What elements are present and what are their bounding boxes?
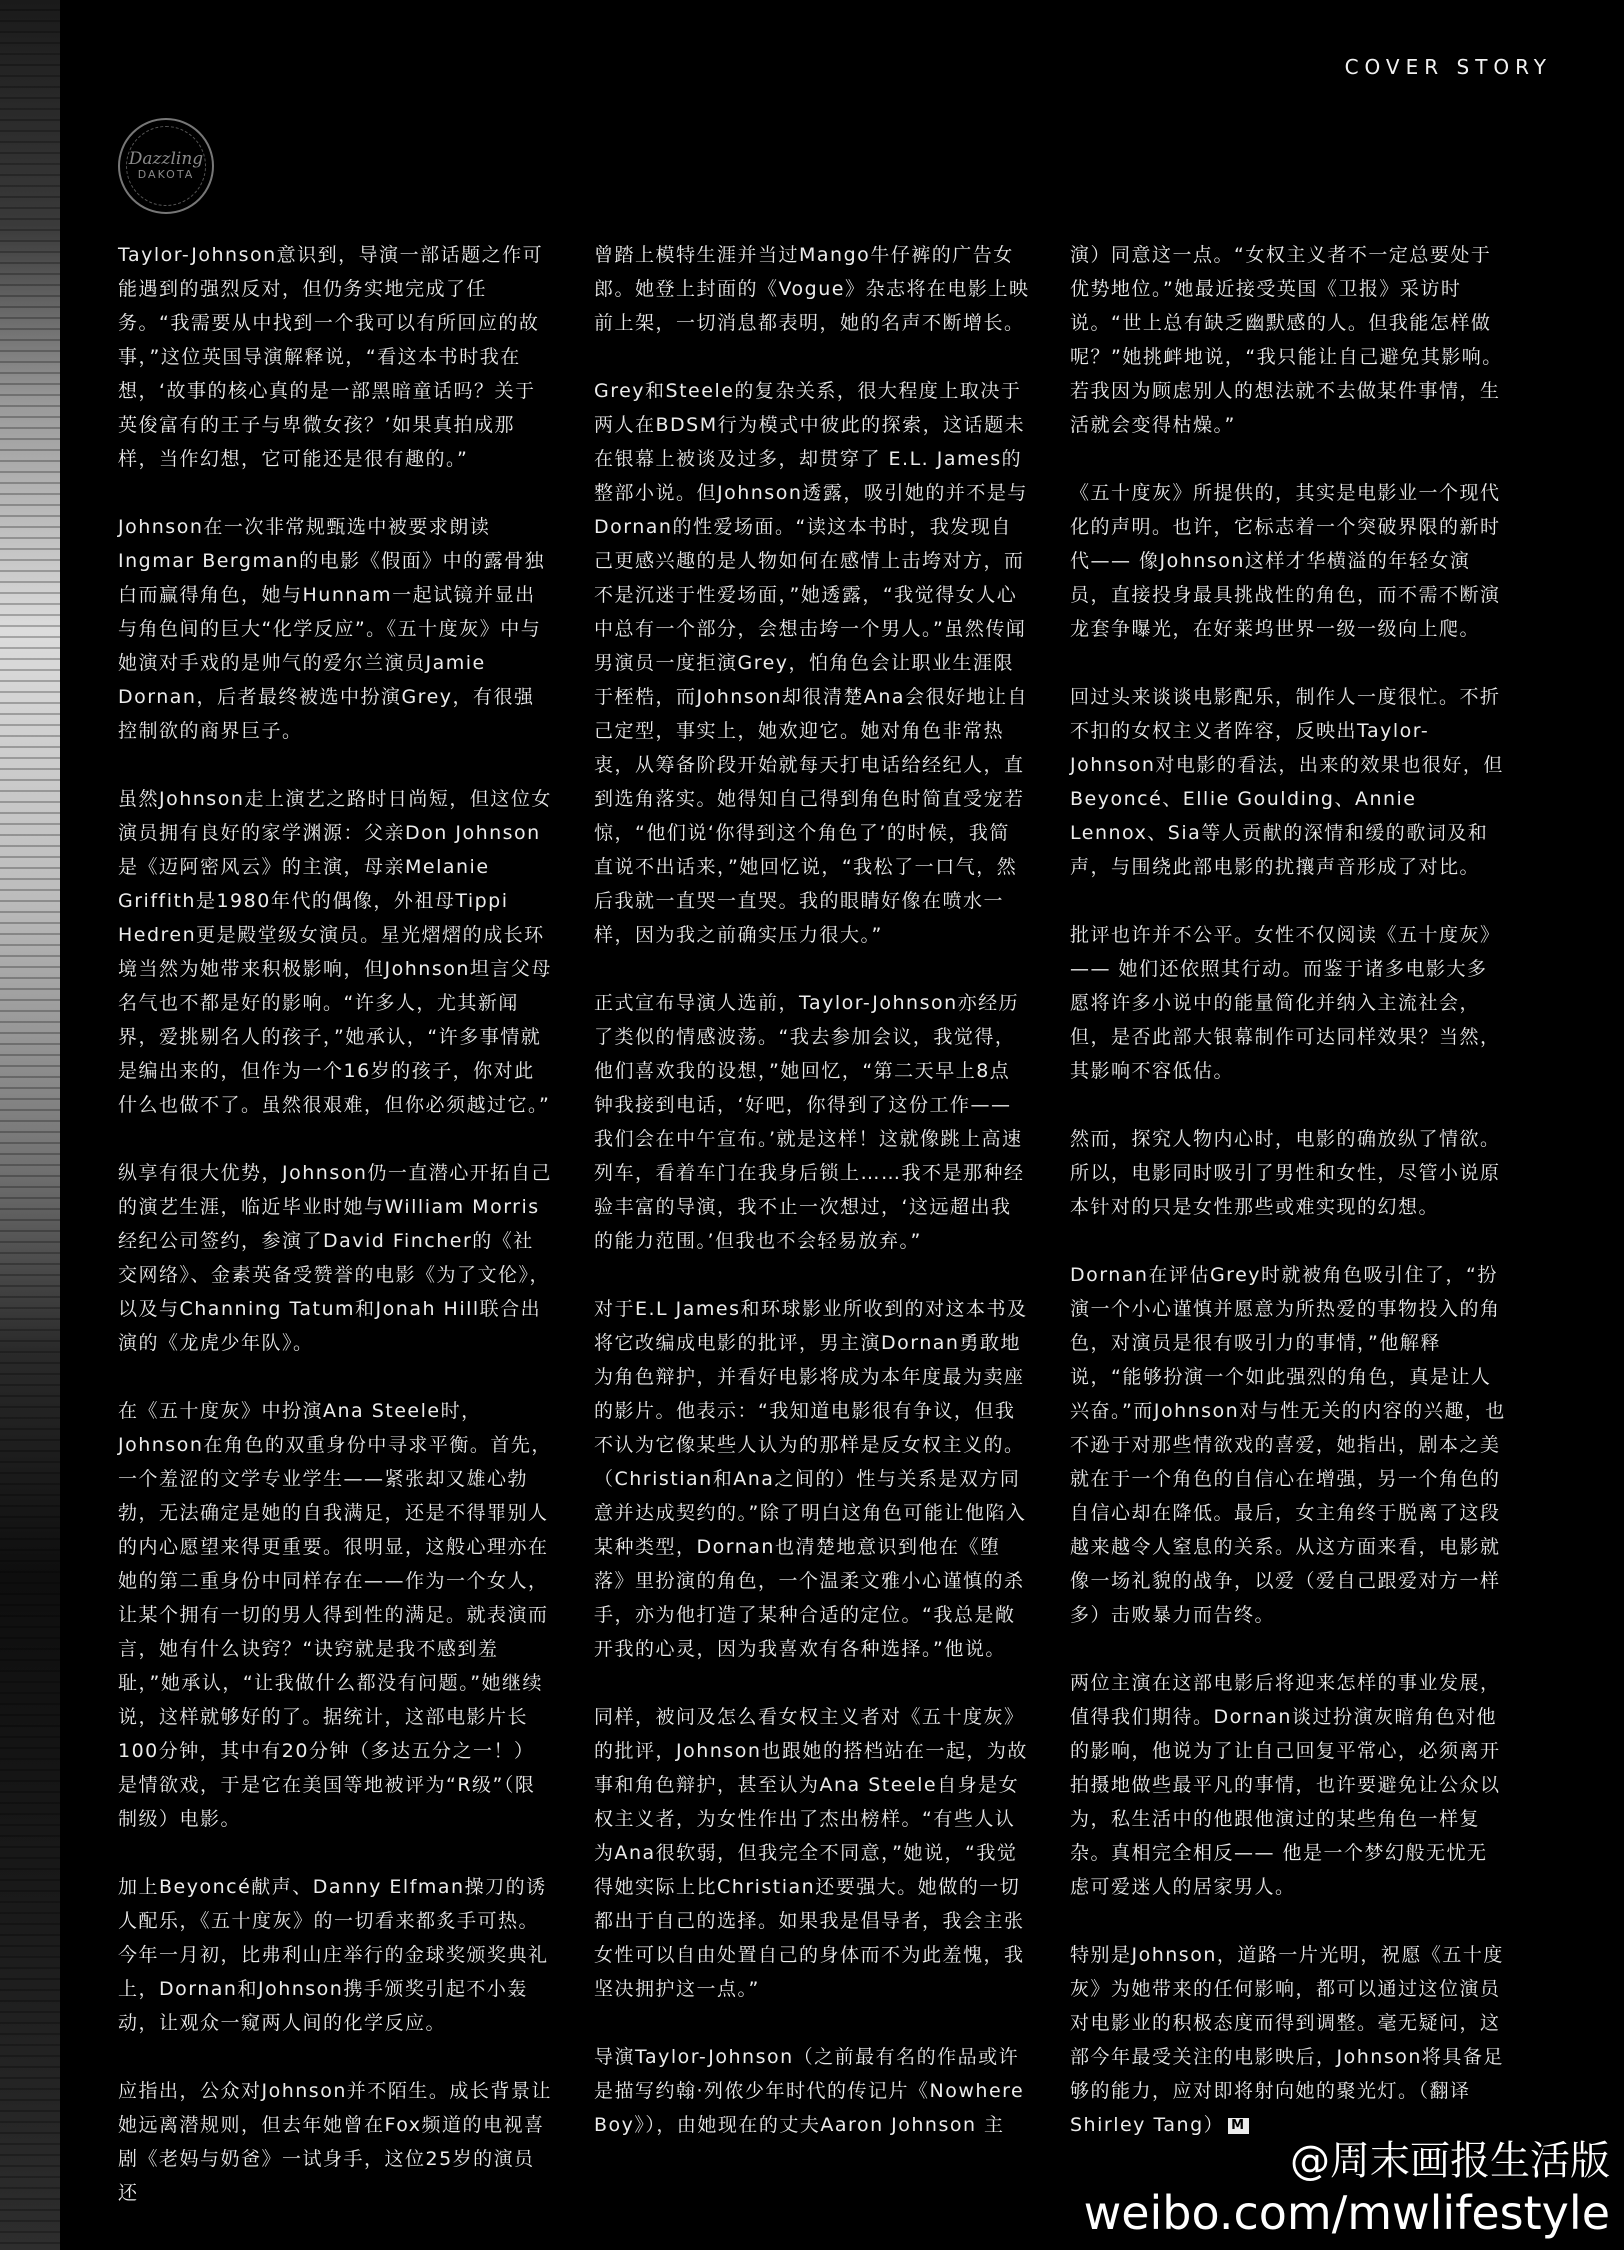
final-paragraph-text: 特别是Johnson，道路一片光明，祝愿《五十度灰》为她带来的任何影响，都可以通过这位演员对电影业的积极态度而得到调整。毫无疑问，这部今年最受关注的电影映后，Johnson将具备足够的能力，应对即将射向她的聚光灯。（翻译 Shirley Tang） xyxy=(1070,1944,1504,2136)
end-mark-icon: M xyxy=(1228,2118,1248,2134)
paragraph: 对于E.L James和环球影业所收到的对这本书及将它改编成电影的批评，男主演Dornan勇敢地为角色辩护，并看好电影将成为本年度最为卖座的影片。他表示：“我知道电影很有争议，但我不认为它像某些人认为的那样是反女权主义的。（Christian和Ana之间的）性与关系是双方同意并达成契约的。”除了明白这角色可能让他陷入某种类型，Dornan也清楚地意识到他在《堕落》里扮演的角色，一个温柔文雅小心谨慎的杀手，亦为他打造了某种合适的定位。“我总是敞开我的心灵，因为我喜欢有各种选择。”他说。 xyxy=(594,1298,1028,1660)
watermark-url: weibo.com/mwlifestyle xyxy=(1083,2186,1610,2240)
paragraph: Grey和Steele的复杂关系，很大程度上取决于两人在BDSM行为模式中彼此的探索，这话题未在银幕上被谈及过多，却贯穿了 E.L. James的整部小说。但Johnson透露，吸引她的并不是与Dornan的性爱场面。“读这本书时，我发现自己更感兴趣的是人物如何在感情上击垮对方，而不是沉迷于性爱场面，”她透露，“我觉得女人心中总有一个部分，会想击垮一个男人。”虽然传闻男演员一度拒演Grey，怕角色会让职业生涯限于桎梏，而Johnson却很清楚Ana会很好地让自己定型，事实上，她欢迎它。她对角色非常热衷，从筹备阶段开始就每天打电话给经纪人，直到选角落实。她得知自己得到角色时简直受宠若惊，“他们说‘你得到这个角色了’的时候，我简直说不出话来，”她回忆说，“我松了一口气，然后我就一直哭一直哭。我的眼睛好像在喷水一样，因为我之前确实压力很大。” xyxy=(594,380,1029,946)
paragraph: 《五十度灰》所提供的，其实是电影业一个现代化的声明。也许，它标志着一个突破界限的新时代—— 像Johnson这样才华横溢的年轻女演员，直接投身最具挑战性的角色，而不需不断演龙套争曝光，在好莱坞世界一级一级向上爬。 xyxy=(1070,482,1501,640)
background-photo-strip xyxy=(0,0,60,2250)
paragraph: Dornan在评估Grey时就被角色吸引住了，“扮演一个小心谨慎并愿意为所热爱的事物投入的角色，对演员是很有吸引力的事情，”他解释说，“能够扮演一个如此强烈的角色，真是让人兴奋。”而Johnson对与性无关的内容的兴趣，也不逊于对那些情欲戏的喜爱，她指出，剧本之美就在于一个角色的自信心在增强，另一个角色的自信心却在降低。最后，女主角终于脱离了这段越来越令人窒息的关系。从这方面来看，电影就像一场礼貌的战争，以爱（爱自己跟爱对方一样多）击败暴力而告终。 xyxy=(1070,1264,1506,1626)
logo-line2: DAKOTA xyxy=(137,168,195,181)
paragraph: 在《五十度灰》中扮演Ana Steele时，Johnson在角色的双重身份中寻求平衡。首先，一个羞涩的文学专业学生——紧张却又雄心勃勃，无法确定是她的自我满足，还是不得罪别人的内心愿望来得更重要。很明显，这般心理亦在她的第二重身份中同样存在——作为一个女人，让某个拥有一切的男人得到性的满足。就表演而言，她有什么诀窍？“诀窍就是我不感到羞耻，”她承认，“让我做什么都没有问题。”她继续说，这样就够好的了。据统计，这部电影片长100分钟，其中有20分钟（多达五分之一！）是情欲戏，于是它在美国等地被评为“R级”（限制级）电影。 xyxy=(118,1400,552,1830)
paragraph: 加上Beyoncé献声、Danny Elfman操刀的诱人配乐，《五十度灰》的一切看来都炙手可热。今年一月初，比弗利山庄举行的金球奖颁奖典礼上，Dornan和Johnson携手颁奖引起不小轰动，让观众一窥两人间的化学反应。 xyxy=(118,1876,549,2034)
paragraph: 正式宣布导演人选前，Taylor-Johnson亦经历了类似的情感波荡。“我去参加会议，我觉得，他们喜欢我的设想，”她回忆，“第二天早上8点钟我接到电话，‘好吧，你得到了这份工作——我们会在中午宣布。’就是这样！这就像跳上高速列车，看着车门在我身后锁上……我不是那种经验丰富的导演，我不止一次想过，‘这远超出我的能力范围。’但我也不会轻易放弃。” xyxy=(594,992,1025,1252)
text-column-1 xyxy=(118,238,554,2244)
paragraph: 虽然Johnson走上演艺之路时日尚短，但这位女演员拥有良好的家学渊源：父亲Don Johnson是《迈阿密风云》的主演，母亲Melanie Griffith是1980年代的偶像，外祖母Tippi Hedren更是殿堂级女演员。星光熠熠的成长环境当然为她带来积极影响，但Johnson坦言父母名气也不都是好的影响。“许多人，尤其新闻界，爱挑剔名人的孩子，”她承认，“许多事情就是编出来的，但作为一个16岁的孩子，你对此什么也做不了。虽然很艰难，但你必须越过它。” xyxy=(118,788,552,1116)
watermark-handle: @周末画报生活版 xyxy=(1290,2138,1610,2184)
section-label: COVER STORY xyxy=(1344,55,1552,79)
paragraph: 同样，被问及怎么看女权主义者对《五十度灰》的批评，Johnson也跟她的搭档站在一起，为故事和角色辩护，甚至认为Ana Steele自身是女权主义者，为女性作出了杰出榜样。“有些人认为Ana很软弱，但我完全不同意，”她说，“我觉得她实际上比Christian还要强大。她做的一切都出于自己的选择。如果我是倡导者，我会主张女性可以自由处置自己的身体而不为此羞愧，我坚决拥护这一点。” xyxy=(594,1706,1028,2000)
paragraph: 导演Taylor-Johnson（之前最有名的作品或许是描写约翰·列侬少年时代的传记片《Nowhere Boy》），由她现在的丈夫Aaron Johnson 主 xyxy=(594,2046,1025,2136)
text-column-3 xyxy=(1070,238,1506,2176)
magazine-logo xyxy=(118,118,214,214)
paragraph: Taylor-Johnson意识到，导演一部话题之作可能遇到的强烈反对，但仍务实地完成了任务。“我需要从中找到一个我可以有所回应的故事，”这位英国导演解释说，“看这本书时我在想，‘故事的核心真的是一部黑暗童话吗？关于英俊富有的王子与卑微女孩？’如果真拍成那样，当作幻想，它可能还是很有趣的。” xyxy=(118,244,544,470)
paragraph: 曾踏上模特生涯并当过Mango牛仔裤的广告女郎。她登上封面的《Vogue》杂志将在电影上映前上架，一切消息都表明，她的名声不断增长。 xyxy=(594,244,1030,334)
paragraph: 纵享有很大优势，Johnson仍一直潜心开拓自己的演艺生涯，临近毕业时她与William Morris经纪公司签约，参演了David Fincher的《社交网络》、金素英备受赞誉的电影《为了文伦》，以及与Channing Tatum和Jonah Hill联合出演的《龙虎少年队》。 xyxy=(118,1162,552,1354)
paragraph: 演）同意这一点。“女权主义者不一定总要处于优势地位。”她最近接受英国《卫报》采访时说。“世上总有缺乏幽默感的人。但我能怎样做呢？”她挑衅地说，“我只能让自己避免其影响。若我因为顾虑别人的想法就不去做某件事情，生活就会变得枯燥。” xyxy=(1070,244,1503,436)
logo-line1: Dazzling xyxy=(128,149,204,169)
text-column-2 xyxy=(594,238,1030,2176)
paragraph: 应指出，公众对Johnson并不陌生。成长背景让她远离潜规则，但去年她曾在Fox频道的电视喜剧《老妈与奶爸》一试身手，这位25岁的演员还 xyxy=(118,2080,552,2204)
paragraph: 批评也许并不公平。女性不仅阅读《五十度灰》—— 她们还依照其行动。而鉴于诸多电影大多愿将许多小说中的能量简化并纳入主流社会，但，是否此部大银幕制作可达同样效果？当然，其影响不容低估。 xyxy=(1070,924,1501,1082)
paragraph: 然而，探究人物内心时，电影的确放纵了情欲。所以，电影同时吸引了男性和女性，尽管小说原本针对的只是女性那些或难实现的幻想。 xyxy=(1070,1128,1501,1218)
paragraph: Johnson在一次非常规甄选中被要求朗读Ingmar Bergman的电影《假面》中的露骨独白而赢得角色，她与Hunnam一起试镜并显出与角色间的巨大“化学反应”。《五十度灰》中与她演对手戏的是帅气的爱尔兰演员Jamie Dornan，后者最终被选中扮演Grey，有很强控制欲的商界巨子。 xyxy=(118,516,546,742)
paragraph-final xyxy=(1070,1938,1506,2142)
paragraph: 回过头来谈谈电影配乐，制作人一度很忙。不折不扣的女权主义者阵容，反映出Taylor-Johnson对电影的看法，出来的效果也很好，但Beyoncé、Ellie Goulding、Annie Lennox、Sia等人贡献的深情和缓的歌词及和声，与围绕此部电影的扰攘声音形成了对比。 xyxy=(1070,686,1504,878)
watermark xyxy=(1084,2136,1610,2240)
logo-ring xyxy=(126,126,206,206)
paragraph: 两位主演在这部电影后将迎来怎样的事业发展，值得我们期待。Dornan谈过扮演灰暗角色对他的影响，他说为了让自己回复平常心，必须离开拍摄地做些最平凡的事情，也许要避免让公众以为，私生活中的他跟他演过的某些角色一样复杂。真相完全相反—— 他是一个梦幻般无忧无虑可爱迷人的居家男人。 xyxy=(1070,1672,1501,1898)
